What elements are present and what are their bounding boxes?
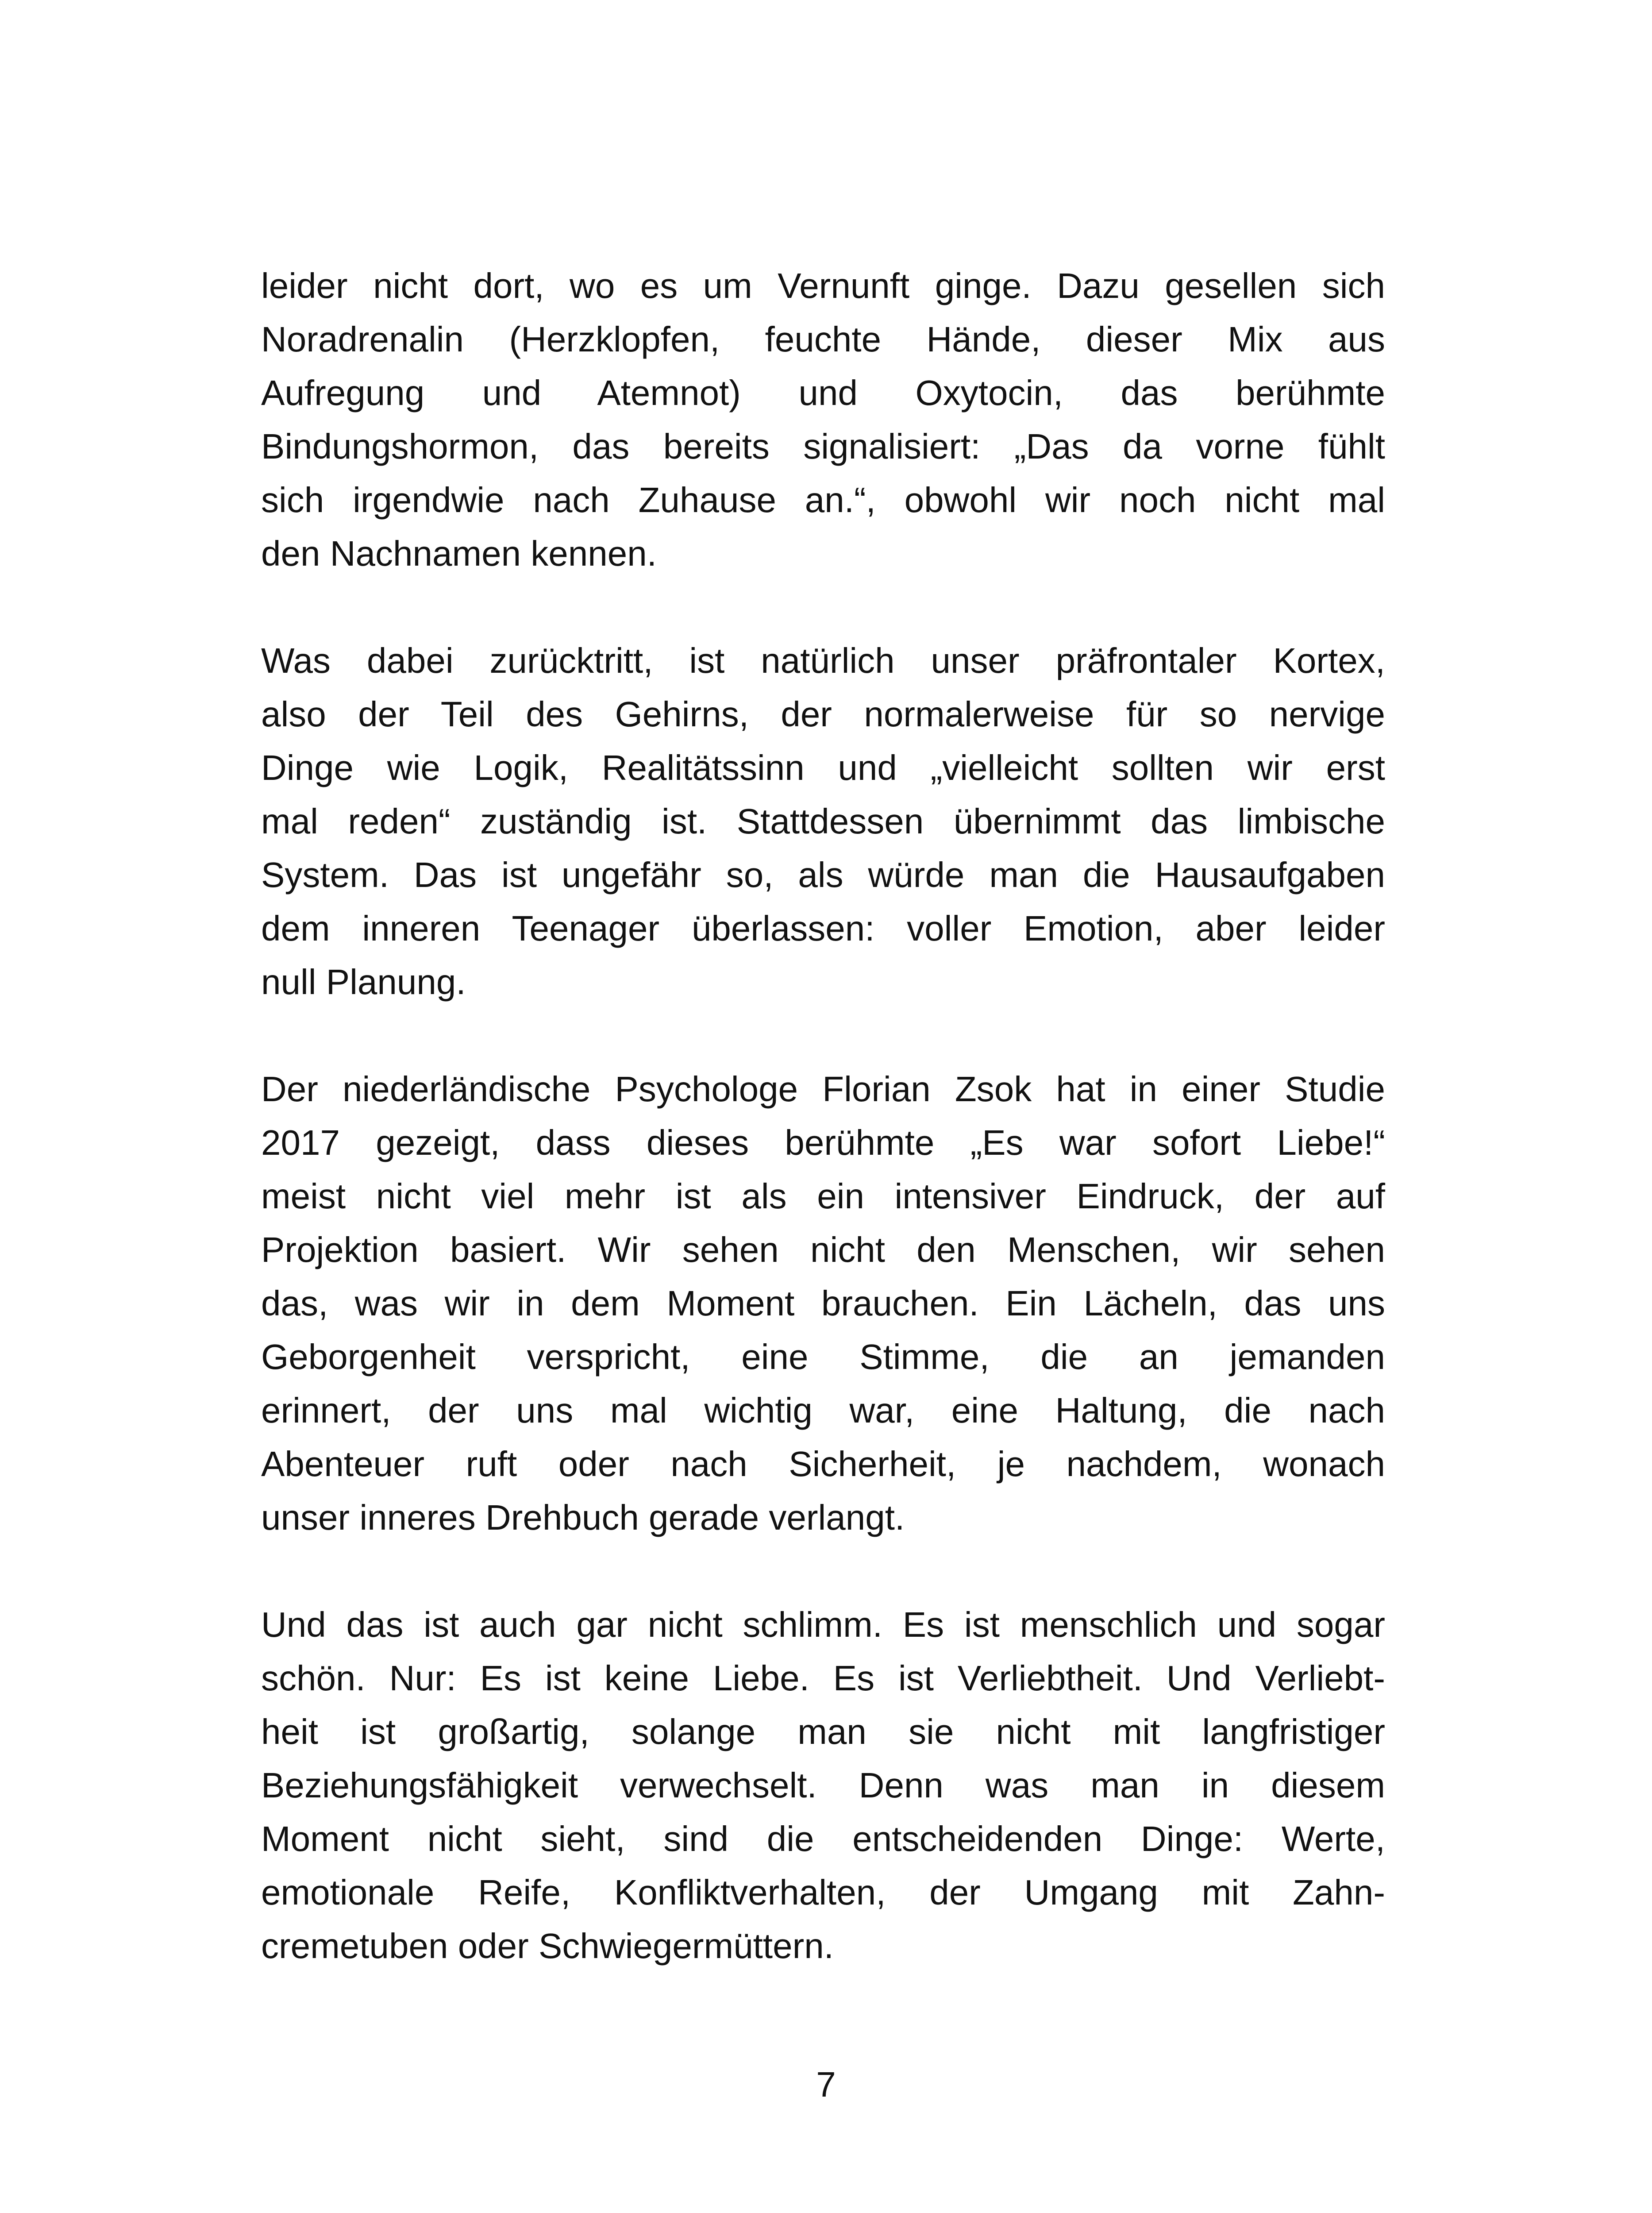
text-line: das, was wir in dem Moment brauchen. Ein Lächeln, das uns xyxy=(261,1284,1385,1323)
text-line: Geborgenheit verspricht, eine Stimme, die an jemanden xyxy=(261,1337,1385,1376)
text-line: dem inneren Teenager überlassen: voller Emotion, aber leider xyxy=(261,909,1385,948)
text-line: emotionale Reife, Konfliktverhalten, der Umgang mit Zahn- xyxy=(261,1873,1385,1912)
text-line: unser inneres Drehbuch gerade verlangt. xyxy=(261,1498,905,1537)
text-line: erinnert, der uns mal wichtig war, eine Haltung, die nach xyxy=(261,1391,1385,1430)
paragraph-2 xyxy=(261,634,1385,1009)
text-line: Projektion basiert. Wir sehen nicht den Menschen, wir sehen xyxy=(261,1230,1385,1269)
text-line: sich irgendwie nach Zuhause an.“, obwohl wir noch nicht mal xyxy=(261,480,1385,520)
text-line: Aufregung und Atemnot) und Oxytocin, das berühmte xyxy=(261,373,1385,413)
text-line: Und das ist auch gar nicht schlimm. Es ist menschlich und sogar xyxy=(261,1605,1385,1644)
text-line: System. Das ist ungefähr so, als würde man die Hausaufgaben xyxy=(261,855,1385,894)
text-line: meist nicht viel mehr ist als ein intensiver Eindruck, der auf xyxy=(261,1176,1385,1216)
text-line: cremetuben oder Schwiegermüttern. xyxy=(261,1926,834,1966)
text-line: Was dabei zurücktritt, ist natürlich unser präfrontaler Kortex, xyxy=(261,641,1385,680)
text-line: also der Teil des Gehirns, der normalerweise für so nervige xyxy=(261,694,1385,734)
text-line: Bindungshormon, das bereits signalisiert: „Das da vorne fühlt xyxy=(261,427,1385,466)
text-line: Noradrenalin (Herzklopfen, feuchte Hände, dieser Mix aus xyxy=(261,320,1385,359)
body-text xyxy=(261,259,1385,1973)
paragraph-spacer xyxy=(261,1544,1385,1598)
text-line: Der niederländische Psychologe Florian Zsok hat in einer Studie xyxy=(261,1069,1385,1109)
text-line: heit ist großartig, solange man sie nicht mit langfristiger xyxy=(261,1712,1385,1751)
paragraph-3 xyxy=(261,1062,1385,1544)
text-line: 2017 gezeigt, dass dieses berühmte „Es war sofort Liebe!“ xyxy=(261,1123,1385,1162)
text-line: den Nachnamen kennen. xyxy=(261,534,657,573)
paragraph-spacer xyxy=(261,1009,1385,1062)
text-line: leider nicht dort, wo es um Vernunft ginge. Dazu gesellen sich xyxy=(261,266,1385,305)
page-number: 7 xyxy=(816,2065,836,2104)
paragraph-spacer xyxy=(261,580,1385,634)
paragraph-1 xyxy=(261,259,1385,580)
text-line: schön. Nur: Es ist keine Liebe. Es ist Verliebtheit. Und Verliebt- xyxy=(261,1658,1385,1698)
text-line: Abenteuer ruft oder nach Sicherheit, je nachdem, wonach xyxy=(261,1444,1385,1484)
text-line: Beziehungsfähigkeit verwechselt. Denn was man in diesem xyxy=(261,1766,1385,1805)
text-line: Moment nicht sieht, sind die entscheidenden Dinge: Werte, xyxy=(261,1819,1385,1858)
text-line: null Planung. xyxy=(261,962,466,1002)
text-line: mal reden“ zuständig ist. Stattdessen übernimmt das limbische xyxy=(261,802,1385,841)
paragraph-4 xyxy=(261,1598,1385,1973)
text-line: Dinge wie Logik, Realitätssinn und „vielleicht sollten wir erst xyxy=(261,748,1385,787)
